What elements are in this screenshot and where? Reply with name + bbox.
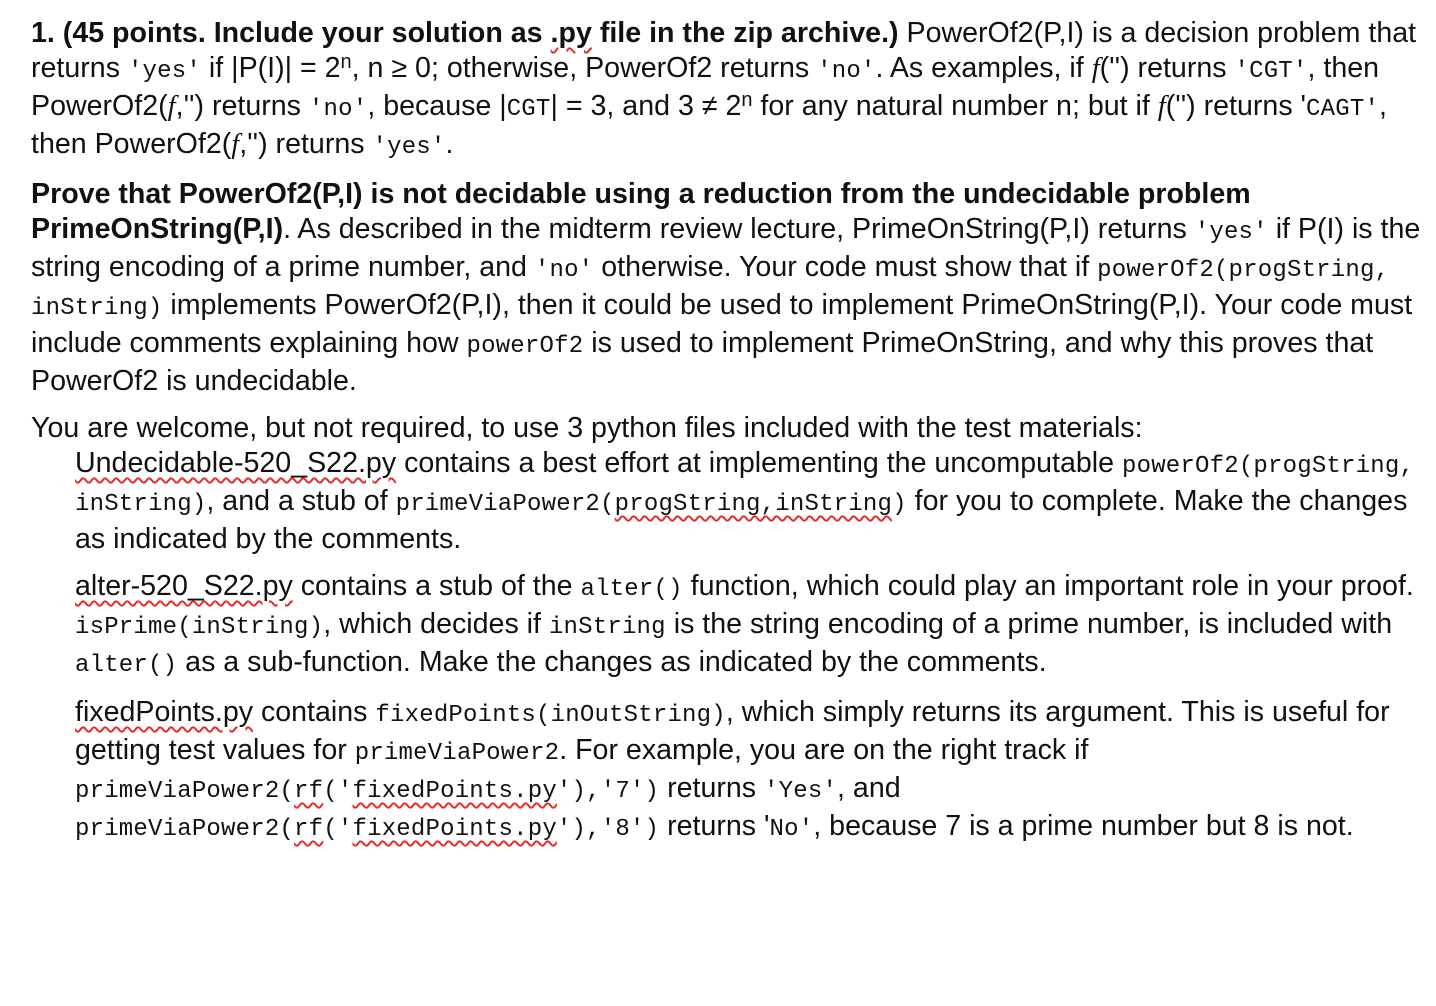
- file-link-undecidable[interactable]: Undecidable-520_S22.py: [75, 447, 397, 479]
- file-link-alter[interactable]: alter-520_S22.py: [75, 570, 293, 602]
- file-list: [75, 446, 1436, 847]
- file-item-alter: alter-520_S22.py contains a stub of the alter() function, which could play an important role in your proof. isPrime(inString), which decides if inString is the string encoding of a prime number, is included with alter() as a sub-function. Make the changes as indicated by the comments.: [75, 570, 1414, 679]
- document: [31, 16, 1436, 859]
- question-paragraph: 1. (45 points. Include your solution as .py file in the zip archive.) PowerOf2(P,I) is a decision problem that returns 'yes' if $|P(I)| = 2^n$, n ≥ 0; otherwise, PowerOf2 returns 'no'. As examples, if f('') returns 'CGT', then PowerOf2(f,'') returns 'no', because |CGT| = 3, and $3 \ne 2^n$ for any natural number n; but if f('') returns 'CAGT', then PowerOf2(f,'') returns 'yes'.: [31, 17, 1417, 161]
- file-item-fixedpoints: fixedPoints.py contains fixedPoints(inOutString), which simply returns its argument. This is useful for getting test values for primeViaPower2. For example, you are on the right track if primeViaPower2(rf('fixedPoints.py'),'7') returns 'Yes', and primeViaPower2(rf('fixedPoints.py'),'8') returns 'No', because 7 is a prime number but 8 is not.: [75, 696, 1390, 843]
- file-link-fixedpoints[interactable]: fixedPoints.py: [75, 696, 254, 728]
- question-header: 1. (45 points. Include your solution as .py file in the zip archive.): [31, 17, 899, 49]
- proof-statement: Prove that PowerOf2(P,I) is not decidable using a reduction from the undecidable problem PrimeOnString(P,I): [31, 178, 1251, 245]
- materials-intro: You are welcome, but not required, to use 3 python files included with the test materials:: [31, 412, 1143, 444]
- file-item-undecidable: Undecidable-520_S22.py contains a best effort at implementing the uncomputable powerOf2(progString, inString), and a stub of primeViaPower2(progString,inString) for you to complete. Make the changes as indicated by the comments.: [75, 447, 1415, 555]
- proof-instructions-paragraph: Prove that PowerOf2(P,I) is not decidable using a reduction from the undecidable problem PrimeOnString(P,I). As described in the midterm review lecture, PrimeOnString(P,I) returns 'yes' if P(I) is the string encoding of a prime number, and 'no' otherwise. Your code must show that if powerOf2(progString, inString) implements PowerOf2(P,I), then it could be used to implement PrimeOnString(P,I). Your code must include comments explaining how powerOf2 is used to implement PrimeOnString, and why this proves that PowerOf2 is undecidable.: [31, 178, 1421, 397]
